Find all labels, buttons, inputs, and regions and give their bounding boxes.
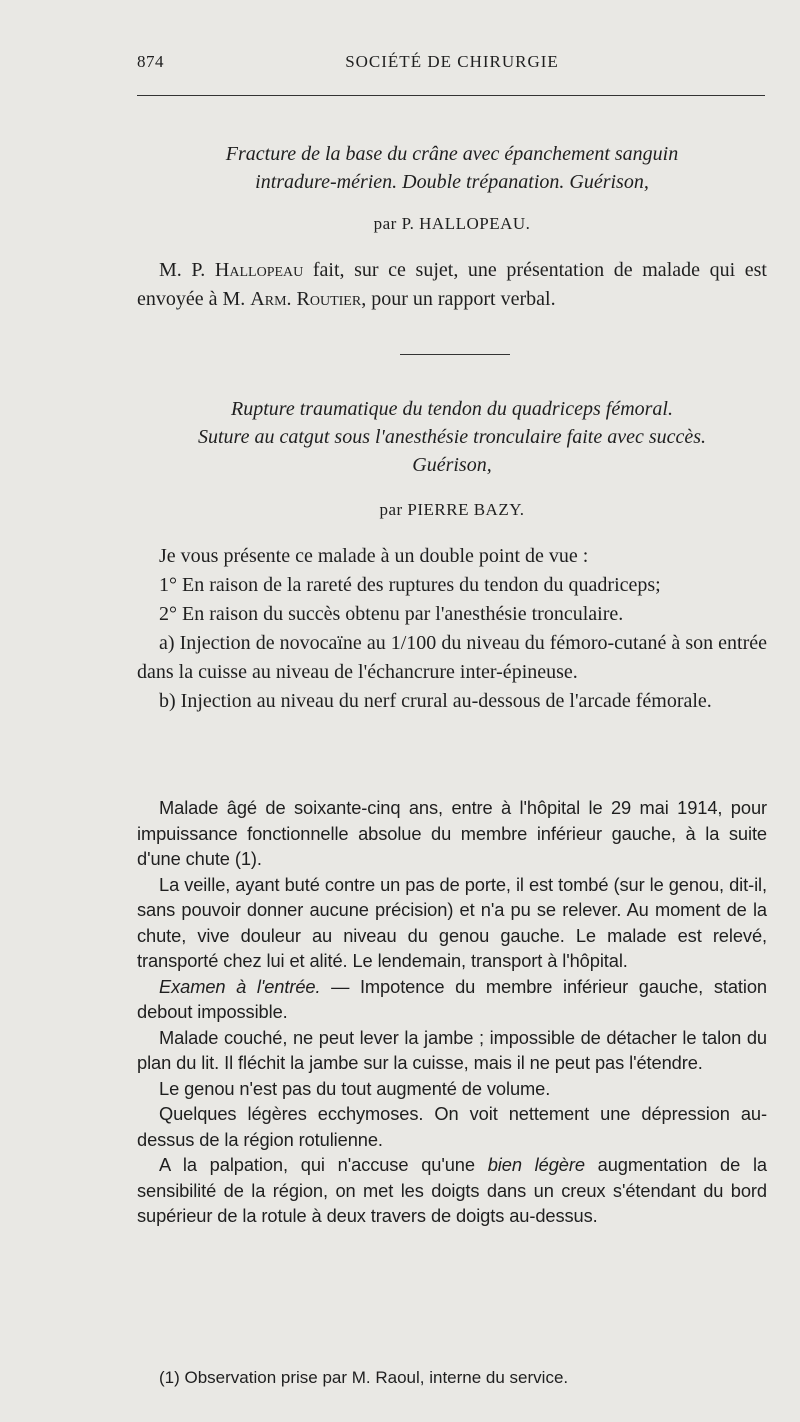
article2-title-line1: Rupture traumatique du tendon du quadriceps fémoral.: [231, 398, 673, 420]
paragraph: b) Injection au niveau du nerf crural au-dessous de l'arcade fémorale.: [159, 690, 712, 712]
paragraph: 2° En raison du succès obtenu par l'anesthésie tronculaire.: [159, 603, 624, 625]
paragraph: Le genou n'est pas du tout augmenté de volume.: [159, 1077, 551, 1099]
article1-text: M. P. Hallopeau fait, sur ce sujet, une présentation de malade qui est envoyée à M. Arm. Routier, pour un rapport verbal.: [137, 259, 767, 310]
author-name: Hallopeau: [214, 259, 304, 281]
paragraph: Quelques légères ecchymoses. On voit nettement une dépression au-dessus de la région rotulienne.: [137, 1103, 767, 1150]
exam-label: Examen à l'entrée.: [159, 975, 321, 997]
article1-title-line2: intradure-mérien. Double trépanation. Guérison,: [255, 171, 649, 193]
article1-title-line1: Fracture de la base du crâne avec épanchement sanguin: [225, 143, 679, 165]
article1-title: [137, 140, 767, 196]
paragraph: La veille, ayant buté contre un pas de porte, il est tombé (sur le genou, dit-il, sans pouvoir donner aucune précision) et n'a pu se relever. Au moment de la chute, vive douleur au niveau du genou gauche. Le malade est relevé, transporté chez lui et alité. Le lendemain, transport à l'hôpital.: [137, 873, 767, 971]
paragraph: Je vous présente ce malade à un double point de vue :: [159, 545, 589, 567]
article2-byline: par PIERRE BAZY.: [379, 500, 525, 519]
header-rule: [137, 95, 765, 96]
case-report: [137, 795, 767, 1229]
paragraph: Malade âgé de soixante-cinq ans, entre à l'hôpital le 29 mai 1914, pour impuissance fonctionnelle absolue du membre inférieur gauche, à la suite d'une chute (1).: [137, 797, 767, 869]
article2-intro: [137, 542, 767, 716]
paragraph: A la palpation, qui n'accuse qu'une bien légère augmentation de la sensibilité de la région, on met les doigts dans un creux s'étendant du bord supérieur de la rotule à deux travers de doigts au-dessus.: [137, 1154, 767, 1226]
rapporteur-name: Arm. Routier: [250, 288, 362, 310]
footnote: (1) Observation prise par M. Raoul, interne du service.: [159, 1368, 569, 1387]
paragraph: Examen à l'entrée. — Impotence du membre inférieur gauche, station debout impossible.: [137, 975, 767, 1022]
article1-byline: par P. HALLOPEAU.: [373, 214, 531, 233]
running-title: SOCIÉTÉ DE CHIRURGIE: [345, 52, 559, 71]
paragraph: Malade couché, ne peut lever la jambe ; impossible de détacher le talon du plan du lit. Il fléchit la jambe sur la cuisse, mais il ne peut pas l'étendre.: [137, 1026, 767, 1073]
page-number: 874: [137, 52, 164, 71]
paragraph: 1° En raison de la rareté des ruptures du tendon du quadriceps;: [159, 574, 661, 596]
article2-title-line2: Suture au catgut sous l'anesthésie tronculaire faite avec succès.: [197, 426, 707, 448]
paragraph: a) Injection de novocaïne au 1/100 du niveau du fémoro-cutané à son entrée dans la cuisse au niveau de l'échancrure inter-épineuse.: [137, 632, 767, 683]
section-divider: [400, 354, 510, 355]
page-header: [137, 52, 767, 82]
article2-title: [137, 395, 767, 479]
article2-title-line3: Guérison,: [412, 454, 492, 476]
